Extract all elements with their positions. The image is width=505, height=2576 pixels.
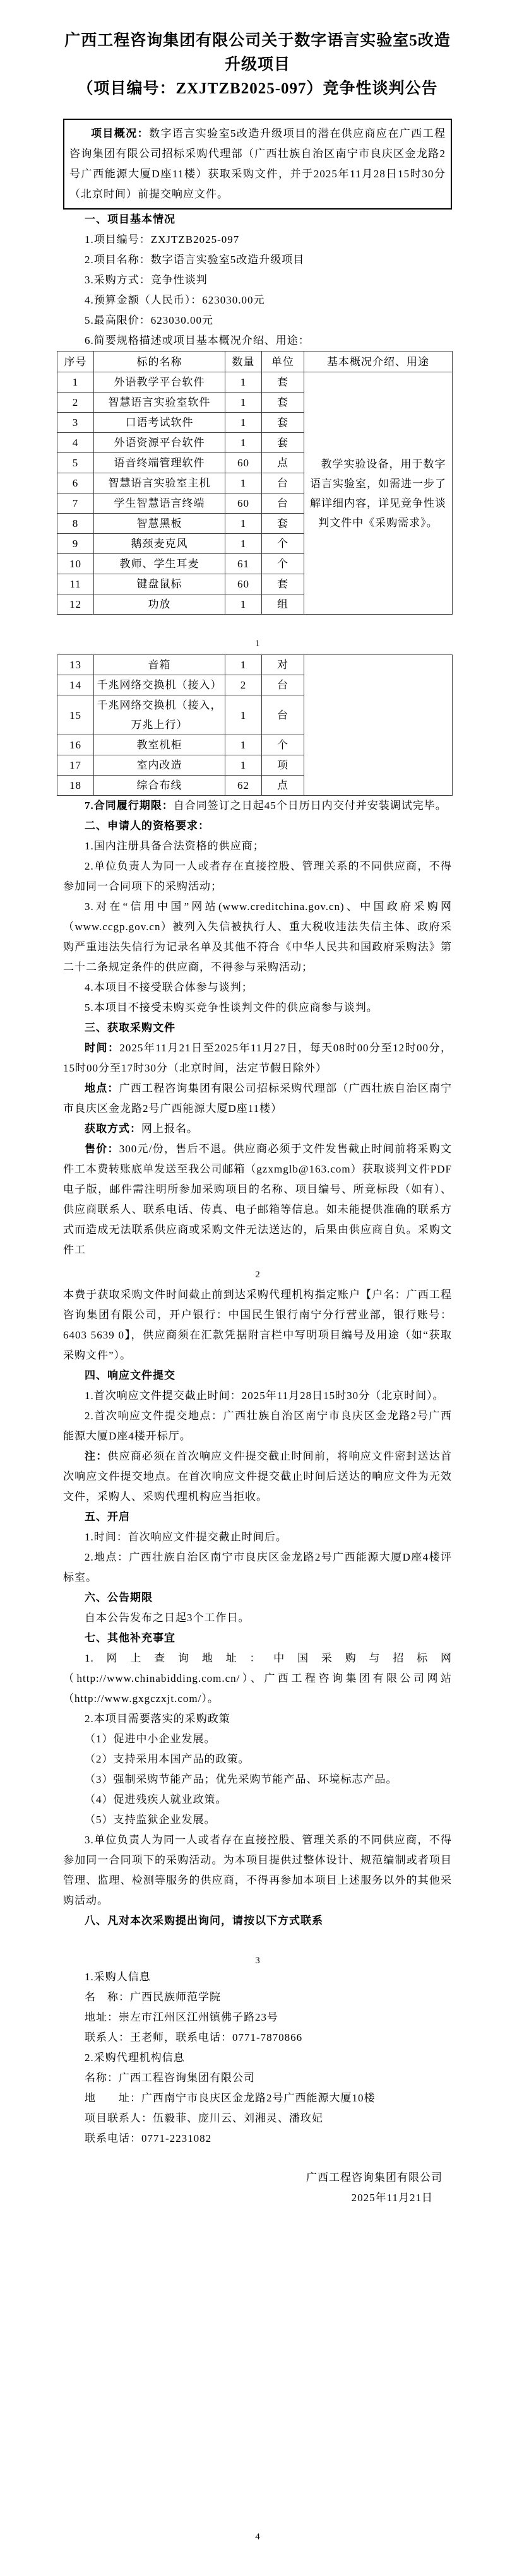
items-table-page2 (57, 654, 453, 796)
header-no: 序号 (57, 352, 94, 372)
price-paragraph-part1 (63, 1139, 452, 1260)
items-table-page1 (57, 351, 453, 615)
section1-heading: 一、项目基本情况 (85, 213, 175, 225)
cell-unit: 个 (262, 534, 304, 554)
purchaser-info-heading: 1.采购人信息 (85, 1971, 151, 1983)
cell-no: 9 (57, 534, 94, 554)
document-title (63, 0, 452, 101)
opening-place: 2.地点：广西壮族自治区南宁市良庆区金龙路2号广西能源大厦D座4楼评标室。 (63, 1551, 452, 1583)
section3-heading: 三、获取采购文件 (85, 1022, 175, 1034)
project-number: 1.项目编号：ZXJTZB2025-097 (85, 233, 240, 245)
obtain-time-text: 2025年11月21日至2025年11月27日，每天08时00分至12时00分，15时00分至17时30分（北京时间，法定节假日除外） (63, 1042, 452, 1074)
overview-text: 数字语言实验室5改造升级项目的潜在供应商应在广西工程咨询集团有限公司招标采购代理部（广西壮族自治区南宁市良庆区金龙路2号广西能源大厦D座11楼）获取采购文件，并于2025年11月28日15时30分（北京时间）前提交响应文件。 (69, 127, 446, 200)
cell-no: 11 (57, 574, 94, 594)
section8-heading: 八、凡对本次采购提出询问，请按以下方式联系 (85, 1915, 323, 1927)
cell-unit: 台 (262, 675, 304, 695)
cell-no: 4 (57, 433, 94, 453)
policy-heading: 2.本项目需要落实的采购政策 (85, 1713, 230, 1725)
section4-heading: 四、响应文件提交 (85, 1369, 175, 1381)
cell-name: 学生智慧语言终端 (94, 493, 225, 514)
cell-no: 15 (57, 695, 94, 735)
cell-no: 17 (57, 755, 94, 776)
title-line-2: （项目编号：ZXJTZB2025-097）竞争性谈判公告 (77, 80, 438, 97)
cell-qty: 1 (225, 654, 262, 675)
qualification-item-2: 2.单位负责人为同一人或者存在直接控股、管理关系的不同供应商，不得参加同一合同项下的采购活动； (63, 860, 452, 892)
qualification-item-3: 3.对在“信用中国”网站(www.creditchina.gov.cn)、中国政府采购网（www.ccgp.gov.cn）被列入失信被执行人、重大税收违法失信主体、政府采购严重违法失信行为记录名单及其他不符合《中华人民共和国政府采购法》第二十二条规定条件的供应商，不得参与采购活动； (63, 901, 452, 973)
cell-qty: 61 (225, 554, 262, 574)
project-overview-paragraph (69, 124, 446, 204)
cell-name: 智慧黑板 (94, 514, 225, 534)
cell-name: 室内改造 (94, 755, 225, 776)
cell-qty: 60 (225, 574, 262, 594)
agency-info-heading: 2.采购代理机构信息 (85, 2052, 185, 2064)
cell-qty: 60 (225, 493, 262, 514)
agency-name: 名称：广西工程咨询集团有限公司 (85, 2072, 255, 2084)
cell-qty: 1 (225, 372, 262, 393)
purchaser-contact: 联系人：王老师，联系电话：0771-7870866 (85, 2031, 303, 2043)
cell-no: 8 (57, 514, 94, 534)
agency-phone: 联系电话：0771-2231082 (85, 2132, 212, 2144)
merged-desc-cell-cont (304, 654, 453, 796)
page-number-4: 4 (255, 2532, 260, 2542)
cell-no: 7 (57, 493, 94, 514)
obtain-method-label: 获取方式： (85, 1123, 141, 1135)
policy-sub-5: （5）支持监狱企业发展。 (85, 1814, 216, 1826)
title-line-1: 广西工程咨询集团有限公司关于数字语言实验室5改造升级项目 (64, 32, 451, 73)
cell-name: 外语资源平台软件 (94, 433, 225, 453)
cell-qty: 1 (225, 514, 262, 534)
cell-no: 3 (57, 413, 94, 433)
cell-no: 10 (57, 554, 94, 574)
cell-unit: 台 (262, 473, 304, 493)
cell-no: 16 (57, 735, 94, 755)
agency-contact: 项目联系人：伍毅菲、庞川云、刘湘灵、潘玫妃 (85, 2112, 323, 2124)
cell-no: 1 (57, 372, 94, 393)
price-label: 售价： (85, 1143, 119, 1155)
obtain-time-label: 时间： (85, 1042, 120, 1054)
cell-qty: 1 (225, 735, 262, 755)
purchaser-address: 地址：崇左市江州区江州镇佛子路23号 (85, 2011, 278, 2023)
cell-qty: 1 (225, 695, 262, 735)
cell-no: 12 (57, 594, 94, 615)
obtain-place-text: 广西工程咨询集团有限公司招标采购代理部（广西壮族自治区南宁市良庆区金龙路2号广西能源大厦D座11楼） (63, 1082, 453, 1114)
cell-no: 13 (57, 654, 94, 675)
cell-name: 音箱 (94, 654, 225, 675)
cell-name: 口语考试软件 (94, 413, 225, 433)
cell-qty: 2 (225, 675, 262, 695)
supplement-item-3: 3.单位负责人为同一人或者存在直接控股、管理关系的不同供应商，不得参加同一合同项下的采购活动。为本项目提供过整体设计、规范编制或者项目管理、监理、检测等服务的供应商，不得再参加本项目上述服务以外的其他采购活动。 (63, 1834, 452, 1906)
contract-period-label: 7.合同履行期限： (85, 800, 174, 812)
table-header-row (57, 352, 453, 372)
signature-date: 2025年11月21日 (351, 2192, 433, 2204)
cell-no: 18 (57, 776, 94, 796)
policy-sub-3: （3）强制采购节能产品；优先采购节能产品、环境标志产品。 (85, 1773, 398, 1785)
cell-name: 外语教学平台软件 (94, 372, 225, 393)
cell-name: 教室机柜 (94, 735, 225, 755)
submit-note-label: 注： (85, 1450, 108, 1462)
policy-sub-4: （4）促进残疾人就业政策。 (85, 1793, 227, 1805)
cell-no: 2 (57, 393, 94, 413)
cell-name: 智慧语言实验室软件 (94, 393, 225, 413)
section7-heading: 七、其他补充事宜 (85, 1632, 175, 1644)
submit-note-text: 供应商必须在首次响应文件提交截止时间前，将响应文件密封送达首次响应文件提交地点。在首次响应文件提交截止时间后送达的响应文件为无效文件，采购人、采购代理机构应当拒收。 (63, 1450, 453, 1503)
cell-qty: 1 (225, 594, 262, 615)
cell-name: 功放 (94, 594, 225, 615)
obtain-place-label: 地点： (85, 1082, 119, 1094)
project-overview-box (63, 119, 452, 210)
cell-unit: 套 (262, 433, 304, 453)
cell-qty: 1 (225, 393, 262, 413)
qualification-item-1: 1.国内注册具备合法资格的供应商； (85, 840, 264, 852)
price-text-part1: 300元/份，售后不退。供应商必须于文件发售截止时间前将采购文件工本费转账底单发送至我公司邮箱（gzxmglb@163.com）获取谈判文件PDF电子版，邮件需注明所参加采购项目的名称、项目编号、所竞标段（如有）、供应商联系人、联系电话、传真、电子邮箱等信息。如未能提供准确的联系方式而造成无法联系供应商或采购文件无法送达的，后果由供应商自负。采购文件工 (63, 1143, 453, 1256)
cell-qty: 1 (225, 413, 262, 433)
spec-intro: 6.简要规格描述或项目基本概况介绍、用途： (85, 334, 310, 346)
cell-unit: 个 (262, 735, 304, 755)
page-number-3: 3 (255, 1956, 260, 1966)
obtain-method-text: 网上报名。 (141, 1123, 198, 1135)
cell-unit: 点 (262, 453, 304, 473)
cell-unit: 套 (262, 372, 304, 393)
cell-name: 鹅颈麦克风 (94, 534, 225, 554)
table-row (57, 372, 453, 393)
page-number-2: 2 (255, 1270, 260, 1280)
cell-name: 智慧语言实验室主机 (94, 473, 225, 493)
section5-heading: 五、开启 (85, 1511, 130, 1523)
merged-desc-cell (304, 372, 453, 615)
obtain-place (63, 1078, 452, 1119)
page-number-1: 1 (255, 639, 260, 649)
qualification-item-4: 4.本项目不接受联合体参与谈判； (85, 981, 253, 993)
cell-name: 语音终端管理软件 (94, 453, 225, 473)
max-price: 5.最高限价：623030.00元 (85, 314, 213, 326)
contract-period-text: 自合同签订之日起45个日历日内交付并安装调试完毕。 (173, 800, 447, 812)
cell-no: 14 (57, 675, 94, 695)
header-qty: 数量 (225, 352, 262, 372)
policy-sub-2: （2）支持采用本国产品的政策。 (85, 1753, 250, 1765)
header-desc: 基本概况介绍、用途 (304, 352, 453, 372)
policy-sub-1: （1）促进中小企业发展。 (85, 1733, 216, 1745)
procurement-method: 3.采购方式：竞争性谈判 (85, 274, 208, 286)
cell-no: 6 (57, 473, 94, 493)
cell-name: 千兆网络交换机（接入，万兆上行） (94, 695, 225, 735)
agency-address: 地 址：广西南宁市良庆区金龙路2号广西能源大厦10楼 (85, 2092, 376, 2104)
header-name: 标的名称 (94, 352, 225, 372)
online-query-address: 1.网上查询地址：中国采购与招标网（http://www.chinabidding.com.cn/）、广西工程咨询集团有限公司网站（http://www.gxgczxjt.com/）。 (63, 1652, 452, 1705)
obtain-method (63, 1119, 452, 1139)
cell-qty: 62 (225, 776, 262, 796)
cell-unit: 对 (262, 654, 304, 675)
header-unit: 单位 (262, 352, 304, 372)
qualification-item-5: 5.本项目不接受未购买竞争性谈判文件的供应商参与谈判。 (85, 1001, 378, 1013)
cell-unit: 套 (262, 514, 304, 534)
cell-unit: 个 (262, 554, 304, 574)
cell-unit: 台 (262, 695, 304, 735)
cell-no: 5 (57, 453, 94, 473)
section6-heading: 六、公告期限 (85, 1592, 153, 1604)
cell-unit: 点 (262, 776, 304, 796)
project-name: 2.项目名称：数字语言实验室5改造升级项目 (85, 254, 305, 266)
merged-desc-text: 教学实验设备，用于数字语言实验室，如需进一步了解详细内容，详见竞争性谈判文件中《采购需求》。 (310, 458, 446, 529)
section2-heading: 二、申请人的资格要求： (85, 820, 210, 832)
cell-unit: 套 (262, 413, 304, 433)
cell-name: 键盘鼠标 (94, 574, 225, 594)
obtain-time (63, 1038, 452, 1078)
table-row (57, 654, 453, 675)
overview-label: 项目概况： (91, 127, 150, 139)
cell-qty: 1 (225, 473, 262, 493)
cell-name: 千兆网络交换机（接入） (94, 675, 225, 695)
contract-period (63, 796, 452, 816)
budget-amount: 4.预算金额（人民币）：623030.00元 (85, 294, 265, 306)
cell-qty: 1 (225, 755, 262, 776)
cell-unit: 组 (262, 594, 304, 615)
cell-qty: 60 (225, 453, 262, 473)
cell-unit: 套 (262, 393, 304, 413)
cell-qty: 1 (225, 534, 262, 554)
opening-time: 1.时间：首次响应文件提交截止时间后。 (85, 1531, 287, 1543)
cell-unit: 台 (262, 493, 304, 514)
submit-place: 2.首次响应文件提交地点：广西壮族自治区南宁市良庆区金龙路2号广西能源大厦D座4楼开标厅。 (63, 1410, 452, 1442)
purchaser-name: 名 称：广西民族师范学院 (85, 1991, 221, 2003)
cell-name: 综合布线 (94, 776, 225, 796)
cell-unit: 项 (262, 755, 304, 776)
submit-deadline: 1.首次响应文件提交截止时间：2025年11月28日15时30分（北京时间）。 (85, 1390, 444, 1402)
submit-note (63, 1446, 452, 1507)
price-paragraph-part2: 本费于获取采购文件时间截止前到达采购代理机构指定账户【户名：广西工程咨询集团有限公司，开户银行：中国民生银行南宁分行营业部，银行账号：6403 5639 0】，供应商须在汇款凭据附言栏中写明项目编号及用途（如“获取采购文件”）。 (63, 1289, 452, 1361)
cell-qty: 1 (225, 433, 262, 453)
notice-period: 自本公告发布之日起3个工作日。 (85, 1612, 250, 1624)
cell-name: 教师、学生耳麦 (94, 554, 225, 574)
cell-unit: 套 (262, 574, 304, 594)
signature-company: 广西工程咨询集团有限公司 (306, 2171, 443, 2183)
